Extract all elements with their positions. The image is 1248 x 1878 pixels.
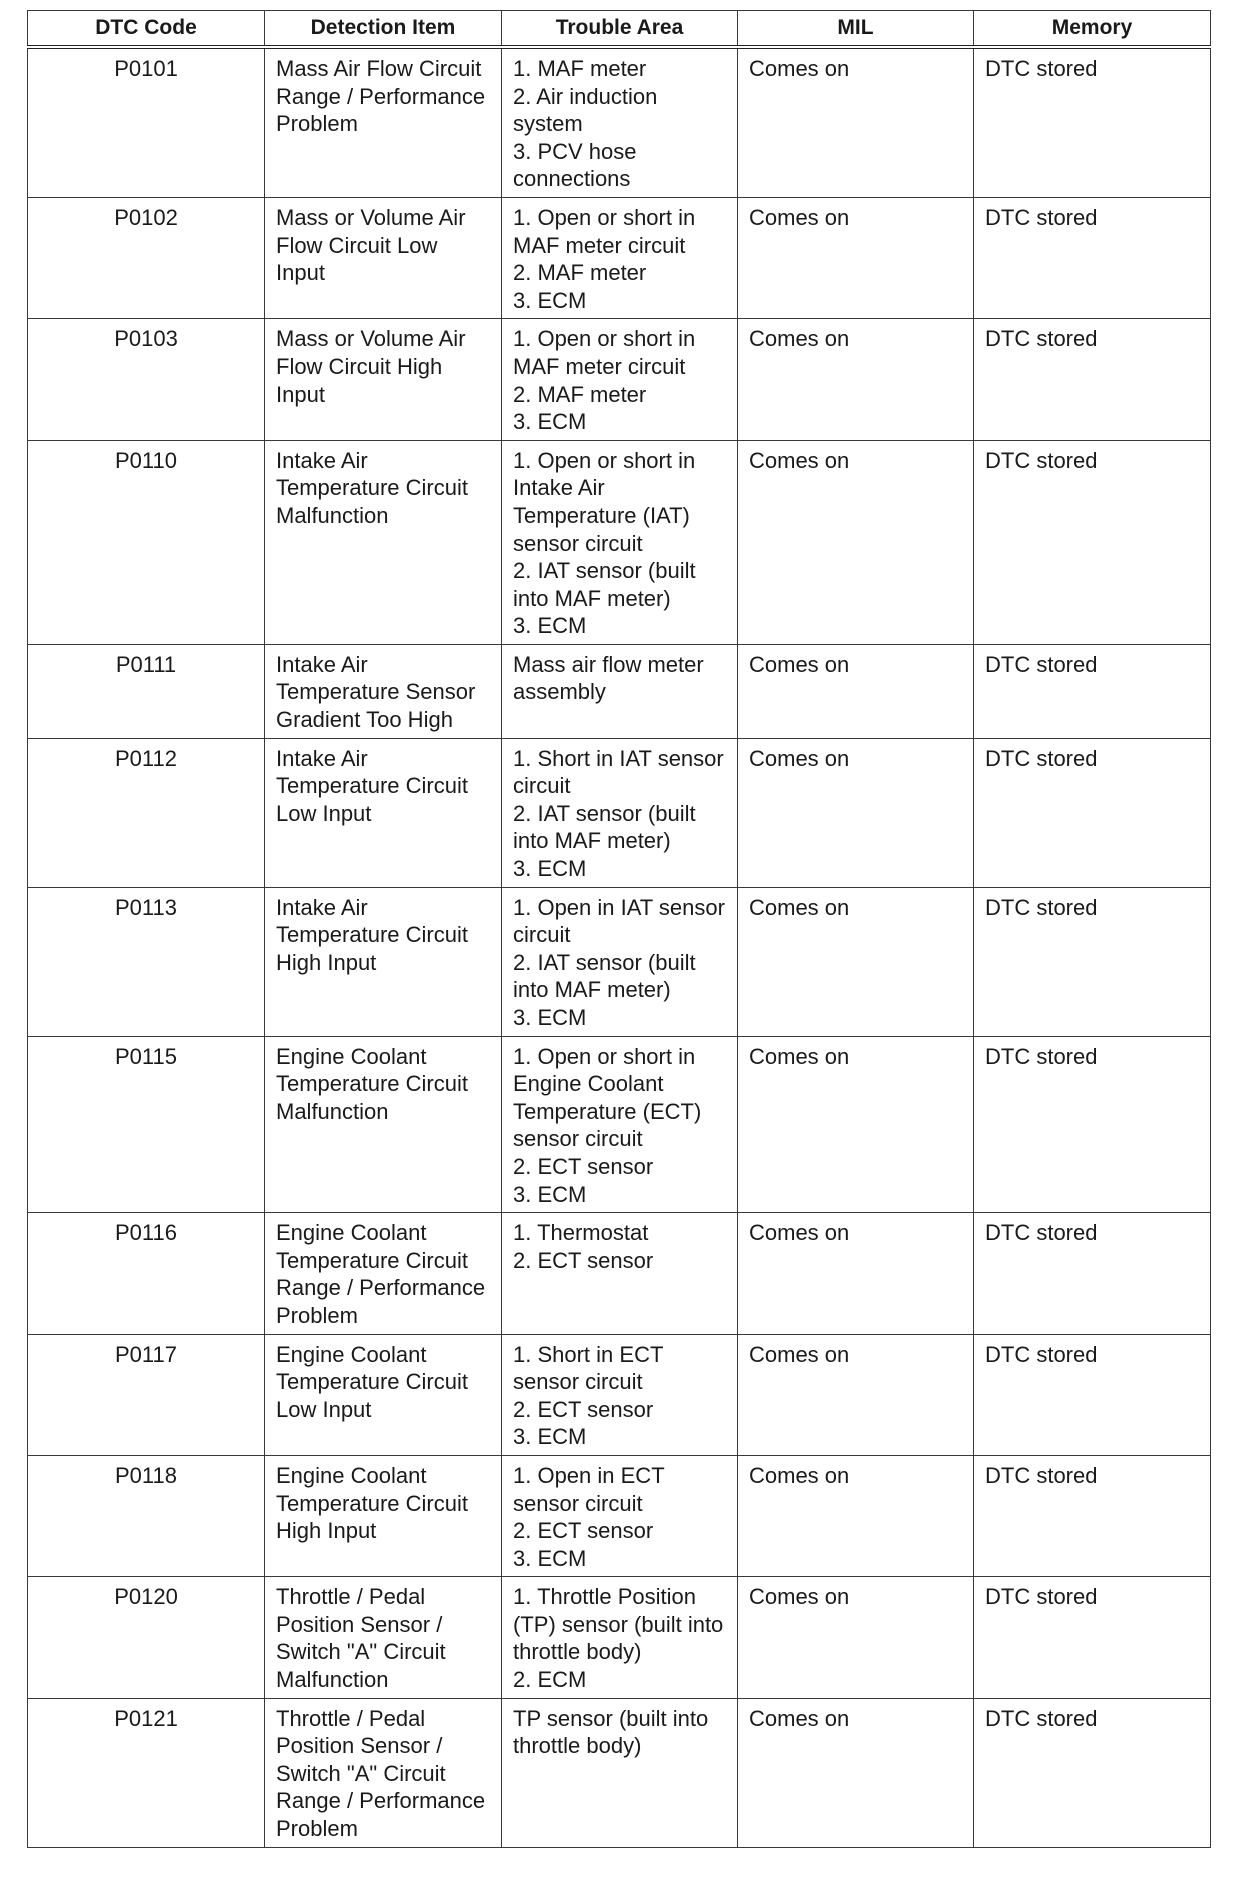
trouble-area-line: MAF meter circuit: [513, 232, 686, 258]
detection-item-line: Malfunction: [276, 1667, 389, 1693]
trouble-area-cell: [502, 738, 738, 887]
trouble-area-line: assembly: [513, 679, 606, 705]
detection-item-cell: [265, 197, 502, 318]
trouble-area-line: 1. Open or short in: [513, 326, 696, 352]
trouble-area-cell: [502, 319, 738, 440]
trouble-area-line: 1. Short in ECT: [513, 1341, 664, 1367]
trouble-area-line: Engine Coolant: [513, 1071, 664, 1097]
trouble-area-line: sensor circuit: [513, 530, 643, 556]
trouble-area-line: 2. ECT sensor: [513, 1247, 654, 1273]
detection-item-line: Switch "A" Circuit: [276, 1760, 446, 1786]
trouble-area-line: 1. Short in IAT sensor: [513, 745, 724, 771]
detection-item-line: Switch "A" Circuit: [276, 1639, 446, 1665]
memory-cell: DTC stored: [974, 738, 1211, 887]
trouble-area-line: 1. Open or short in: [513, 204, 696, 230]
memory-cell: DTC stored: [974, 644, 1211, 738]
trouble-area-line: into MAF meter): [513, 977, 671, 1003]
detection-item-line: Input: [276, 381, 325, 407]
trouble-area-cell: [502, 1334, 738, 1455]
trouble-area-cell: [502, 1213, 738, 1334]
trouble-area-line: into MAF meter): [513, 828, 671, 854]
detection-item-line: Temperature Circuit: [276, 1247, 468, 1273]
detection-item-line: Mass or Volume Air: [276, 204, 466, 230]
dtc-table: [27, 10, 1211, 1848]
trouble-area-line: Temperature (IAT): [513, 502, 690, 528]
detection-item-cell: [265, 1334, 502, 1455]
header-memory: Memory: [974, 11, 1211, 48]
mil-cell: Comes on: [738, 1213, 974, 1334]
mil-cell: Comes on: [738, 1455, 974, 1576]
memory-cell: DTC stored: [974, 1577, 1211, 1698]
mil-cell: Comes on: [738, 1698, 974, 1847]
table-row: [28, 1334, 1211, 1455]
table-row: [28, 440, 1211, 644]
trouble-area-line: system: [513, 111, 583, 137]
dtc-code-cell: P0120: [28, 1577, 265, 1698]
detection-item-line: Throttle / Pedal: [276, 1705, 426, 1731]
trouble-area-line: 1. Open in IAT sensor: [513, 894, 725, 920]
mil-cell: Comes on: [738, 1036, 974, 1213]
trouble-area-line: Temperature (ECT): [513, 1098, 702, 1124]
detection-item-line: Range / Performance: [276, 1788, 486, 1814]
table-row: [28, 1213, 1211, 1334]
detection-item-line: Temperature Circuit: [276, 475, 468, 501]
trouble-area-cell: [502, 644, 738, 738]
detection-item-line: Malfunction: [276, 1098, 389, 1124]
detection-item-line: Range / Performance: [276, 1275, 486, 1301]
trouble-area-line: 3. ECM: [513, 1005, 587, 1030]
trouble-area-cell: [502, 197, 738, 318]
trouble-area-line: 2. IAT sensor (built: [513, 558, 696, 584]
dtc-code-cell: P0113: [28, 887, 265, 1036]
trouble-area-cell: [502, 1036, 738, 1213]
trouble-area-line: 2. ECM: [513, 1667, 587, 1693]
detection-item-line: Intake Air: [276, 447, 368, 473]
detection-item-line: Temperature Circuit: [276, 922, 468, 948]
detection-item-line: Engine Coolant: [276, 1341, 427, 1367]
memory-cell: DTC stored: [974, 440, 1211, 644]
header-row: [28, 11, 1211, 48]
table-row: [28, 738, 1211, 887]
detection-item-cell: [265, 1455, 502, 1576]
detection-item-cell: [265, 887, 502, 1036]
detection-item-line: Mass Air Flow Circuit: [276, 56, 482, 81]
dtc-code-cell: P0101: [28, 47, 265, 197]
trouble-area-line: circuit: [513, 922, 571, 948]
memory-cell: DTC stored: [974, 1334, 1211, 1455]
detection-item-line: Temperature Circuit: [276, 773, 468, 799]
trouble-area-line: 2. ECT sensor: [513, 1518, 654, 1544]
detection-item-line: Intake Air: [276, 745, 368, 771]
trouble-area-line: 3. ECM: [513, 409, 587, 435]
table-body: [28, 47, 1211, 1847]
trouble-area-line: MAF meter circuit: [513, 353, 686, 379]
detection-item-cell: [265, 644, 502, 738]
detection-item-line: High Input: [276, 949, 377, 975]
table-row: [28, 197, 1211, 318]
trouble-area-line: 2. ECT sensor: [513, 1153, 654, 1179]
memory-cell: DTC stored: [974, 887, 1211, 1036]
trouble-area-line: 2. MAF meter: [513, 260, 647, 286]
detection-item-line: Problem: [276, 1816, 358, 1842]
memory-cell: DTC stored: [974, 1213, 1211, 1334]
header-trouble-area: Trouble Area: [502, 11, 738, 48]
trouble-area-cell: [502, 1698, 738, 1847]
dtc-code-cell: P0117: [28, 1334, 265, 1455]
trouble-area-line: 3. ECM: [513, 613, 587, 639]
detection-item-line: Problem: [276, 1302, 358, 1328]
table-row: [28, 47, 1211, 197]
detection-item-cell: [265, 1036, 502, 1213]
dtc-code-cell: P0103: [28, 319, 265, 440]
trouble-area-cell: [502, 440, 738, 644]
memory-cell: DTC stored: [974, 319, 1211, 440]
trouble-area-line: 2. ECT sensor: [513, 1396, 654, 1422]
table-row: [28, 1036, 1211, 1213]
detection-item-line: Flow Circuit High: [276, 353, 443, 379]
mil-cell: Comes on: [738, 887, 974, 1036]
detection-item-cell: [265, 440, 502, 644]
detection-item-line: Temperature Circuit: [276, 1071, 468, 1097]
trouble-area-line: TP sensor (built into: [513, 1705, 709, 1731]
detection-item-line: Input: [276, 260, 325, 286]
trouble-area-line: 2. MAF meter: [513, 381, 647, 407]
mil-cell: Comes on: [738, 319, 974, 440]
mil-cell: Comes on: [738, 47, 974, 197]
trouble-area-line: 1. Open in ECT: [513, 1462, 665, 1488]
mil-cell: Comes on: [738, 644, 974, 738]
detection-item-line: Mass or Volume Air: [276, 326, 466, 352]
memory-cell: DTC stored: [974, 1455, 1211, 1576]
detection-item-line: Temperature Sensor: [276, 679, 476, 705]
trouble-area-line: 1. MAF meter: [513, 56, 647, 81]
trouble-area-line: 3. ECM: [513, 1545, 587, 1571]
detection-item-line: Low Input: [276, 1396, 372, 1422]
detection-item-line: Temperature Circuit: [276, 1490, 468, 1516]
dtc-code-cell: P0121: [28, 1698, 265, 1847]
trouble-area-line: connections: [513, 166, 631, 192]
dtc-code-cell: P0110: [28, 440, 265, 644]
trouble-area-line: throttle body): [513, 1639, 642, 1665]
detection-item-line: Problem: [276, 111, 358, 137]
detection-item-cell: [265, 1577, 502, 1698]
mil-cell: Comes on: [738, 1334, 974, 1455]
dtc-code-cell: P0111: [28, 644, 265, 738]
header-dtc-code: DTC Code: [28, 11, 265, 48]
trouble-area-line: 2. Air induction: [513, 83, 658, 109]
detection-item-line: Engine Coolant: [276, 1462, 427, 1488]
detection-item-line: Intake Air: [276, 894, 368, 920]
detection-item-cell: [265, 738, 502, 887]
memory-cell: DTC stored: [974, 1036, 1211, 1213]
trouble-area-line: throttle body): [513, 1733, 642, 1759]
trouble-area-cell: [502, 1455, 738, 1576]
trouble-area-cell: [502, 47, 738, 197]
trouble-area-line: 1. Thermostat: [513, 1220, 649, 1246]
trouble-area-line: Mass air flow meter: [513, 651, 704, 677]
detection-item-line: Malfunction: [276, 502, 389, 528]
detection-item-cell: [265, 47, 502, 197]
header-detection-item: Detection Item: [265, 11, 502, 48]
trouble-area-cell: [502, 887, 738, 1036]
dtc-code-cell: P0102: [28, 197, 265, 318]
trouble-area-line: 2. IAT sensor (built: [513, 949, 696, 975]
dtc-code-cell: P0115: [28, 1036, 265, 1213]
trouble-area-line: 3. ECM: [513, 856, 587, 882]
mil-cell: Comes on: [738, 440, 974, 644]
trouble-area-line: Intake Air: [513, 475, 605, 501]
detection-item-cell: [265, 319, 502, 440]
detection-item-line: Throttle / Pedal: [276, 1584, 426, 1610]
trouble-area-cell: [502, 1577, 738, 1698]
trouble-area-line: sensor circuit: [513, 1490, 643, 1516]
trouble-area-line: 1. Open or short in: [513, 447, 696, 473]
table-header: [28, 11, 1211, 48]
trouble-area-line: 3. ECM: [513, 1424, 587, 1450]
trouble-area-line: 3. ECM: [513, 287, 587, 313]
detection-item-line: Low Input: [276, 800, 372, 826]
memory-cell: DTC stored: [974, 1698, 1211, 1847]
detection-item-cell: [265, 1213, 502, 1334]
trouble-area-line: sensor circuit: [513, 1369, 643, 1395]
trouble-area-line: 3. PCV hose: [513, 138, 637, 164]
detection-item-line: Position Sensor /: [276, 1611, 443, 1637]
trouble-area-line: 2. IAT sensor (built: [513, 800, 696, 826]
table-row: [28, 1698, 1211, 1847]
trouble-area-line: 3. ECM: [513, 1181, 587, 1207]
detection-item-line: Temperature Circuit: [276, 1369, 468, 1395]
trouble-area-line: (TP) sensor (built into: [513, 1611, 724, 1637]
detection-item-line: Position Sensor /: [276, 1733, 443, 1759]
table-row: [28, 1455, 1211, 1576]
detection-item-line: Gradient Too High: [276, 707, 453, 733]
trouble-area-line: into MAF meter): [513, 585, 671, 611]
trouble-area-line: 1. Throttle Position: [513, 1584, 697, 1610]
dtc-code-cell: P0112: [28, 738, 265, 887]
table-row: [28, 887, 1211, 1036]
mil-cell: Comes on: [738, 197, 974, 318]
header-mil: MIL: [738, 11, 974, 48]
detection-item-line: Range / Performance: [276, 83, 486, 109]
trouble-area-line: circuit: [513, 773, 571, 799]
memory-cell: DTC stored: [974, 197, 1211, 318]
table-row: [28, 319, 1211, 440]
mil-cell: Comes on: [738, 1577, 974, 1698]
dtc-code-cell: P0116: [28, 1213, 265, 1334]
memory-cell: DTC stored: [974, 47, 1211, 197]
table-row: [28, 1577, 1211, 1698]
dtc-code-cell: P0118: [28, 1455, 265, 1576]
detection-item-line: Flow Circuit Low: [276, 232, 438, 258]
detection-item-line: Engine Coolant: [276, 1220, 427, 1246]
mil-cell: Comes on: [738, 738, 974, 887]
table-row: [28, 644, 1211, 738]
detection-item-line: High Input: [276, 1518, 377, 1544]
trouble-area-line: sensor circuit: [513, 1126, 643, 1152]
detection-item-cell: [265, 1698, 502, 1847]
detection-item-line: Engine Coolant: [276, 1043, 427, 1069]
trouble-area-line: 1. Open or short in: [513, 1043, 696, 1069]
detection-item-line: Intake Air: [276, 651, 368, 677]
